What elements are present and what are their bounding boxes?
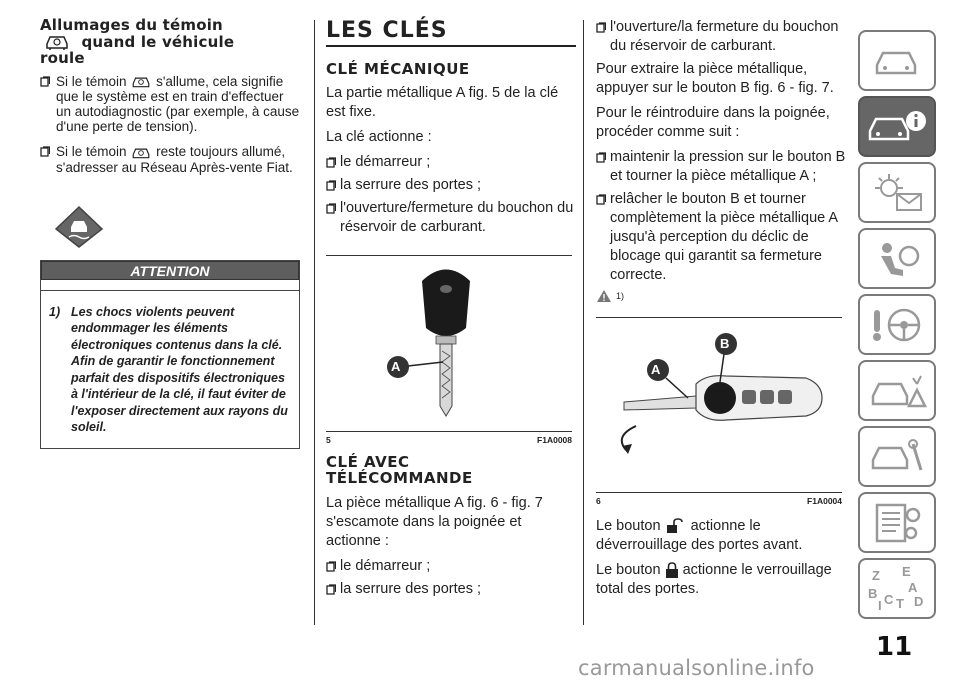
checkbox-bullet-icon (596, 194, 606, 205)
warning-triangle-icon (596, 289, 612, 303)
checkbox-bullet-icon (326, 561, 336, 572)
index-letter: A (908, 579, 918, 595)
figure-number: 5 (326, 435, 331, 445)
technical-data-icon (867, 501, 927, 545)
column-right (596, 18, 846, 605)
label-a: A (651, 362, 661, 377)
index-letter: C (884, 591, 894, 607)
column-divider (314, 20, 315, 625)
index-letter: B (868, 585, 878, 601)
checkbox-bullet-icon (596, 22, 606, 33)
unlock-icon (665, 518, 687, 534)
figure-code: F1A0008 (537, 435, 572, 445)
title-line: quand le véhicule (81, 32, 235, 51)
list-item: relâcher le bouton B et tourner complètement la pièce métallique A jusqu'à perception du déclic de blocage qui garantit sa fermeture correcte. (596, 190, 846, 285)
list-item: Si le témoin s'allume, cela signifie que le système est en train d'effectuer un autodiagnostic (par exemple, à cause d'une perte de tension). (40, 74, 300, 134)
steering-start-icon (868, 304, 926, 346)
page-title: LES CLÉS (326, 18, 448, 43)
tab-starting-driving[interactable] (858, 294, 936, 355)
section-title: CLÉ MÉCANIQUE (326, 60, 470, 78)
list-item: la serrure des portes ; (326, 580, 576, 599)
car-info-icon (866, 107, 928, 147)
service-maintenance-icon (867, 436, 927, 478)
checkbox-bullet-icon (40, 146, 50, 157)
tab-technical-data[interactable] (858, 492, 936, 553)
warning-header: ATTENTION (41, 261, 299, 280)
label-b: B (720, 336, 730, 351)
index-letter: D (914, 593, 924, 609)
index-letter: Z (872, 567, 880, 583)
section-title (40, 18, 300, 66)
warning-reference: 1) (596, 289, 846, 303)
tab-maintenance[interactable] (858, 426, 936, 487)
list-item: la serrure des portes ; (326, 176, 576, 195)
car-check-warning-icon (130, 146, 152, 160)
paragraph: La clé actionne : (326, 129, 432, 145)
index-letter: T (896, 595, 904, 611)
paragraph: La partie métallique A fig. 5 de la clé est fixe. (326, 85, 559, 120)
checkbox-bullet-icon (326, 157, 336, 168)
tab-car-info[interactable] (858, 96, 936, 157)
list-item: l'ouverture/fermeture du bouchon du réservoir de carburant. (326, 199, 576, 237)
tab-index[interactable] (858, 558, 936, 619)
paragraph: Le bouton actionne le déverrouillage des portes avant. (596, 518, 803, 553)
index-letter: I (878, 597, 882, 612)
paragraph: La pièce métallique A fig. 6 - fig. 7 s'escamote dans la poignée et actionne : (326, 495, 543, 549)
tab-emergency[interactable] (858, 360, 936, 421)
tab-warning-lights[interactable] (858, 162, 936, 223)
list-item: le démarreur ; (326, 153, 576, 172)
warning-lights-icon (867, 172, 927, 214)
label-a: A (391, 359, 401, 374)
tab-safety[interactable] (858, 228, 936, 289)
car-check-warning-icon (130, 75, 152, 89)
checkbox-bullet-icon (326, 584, 336, 595)
chapter-tab-sidebar (858, 30, 936, 624)
mechanical-key-illustration (326, 256, 572, 426)
checkbox-bullet-icon (326, 180, 336, 191)
figure-remote-key (596, 317, 842, 506)
figure-mechanical-key (326, 255, 572, 445)
figure-code: F1A0004 (807, 496, 842, 506)
list-item: maintenir la pression sur le bouton B et tourner la pièce métallique A ; (596, 148, 846, 186)
warning-body: 1) Les chocs violents peuvent endommager les éléments électroniques contenus dans la clé. Afin de garantir le fonctionnement parfait des dispositifs électroniques à l'intérieur de la clé, il faut éviter de l'exposer directement aux rayons du soleil. (40, 290, 300, 449)
figure-number: 6 (596, 496, 601, 506)
index-alphabet-icon (866, 566, 928, 612)
tab-car-dashboard[interactable] (858, 30, 936, 91)
list-item: Si le témoin reste toujours allumé, s'adresser au Réseau Après-vente Fiat. (40, 144, 300, 174)
car-dashboard-icon (869, 41, 925, 81)
paragraph: Pour extraire la pièce métallique, appuyer sur le bouton B fig. 6 - fig. 7. (596, 61, 834, 96)
checkbox-bullet-icon (40, 76, 50, 87)
column-left (40, 18, 300, 449)
list-item: l'ouverture/la fermeture du bouchon du réservoir de carburant. (596, 18, 846, 56)
watermark: carmanualsonline.info (578, 656, 815, 680)
column-middle (326, 18, 576, 603)
warning-box (40, 260, 300, 291)
checkbox-bullet-icon (596, 152, 606, 163)
page-number: 11 (876, 632, 913, 662)
index-letter: E (902, 565, 911, 579)
road-emergency-icon (867, 370, 927, 412)
column-divider (583, 20, 584, 625)
remote-key-illustration (596, 318, 842, 488)
paragraph: Le bouton actionne le verrouillage total des portes. (596, 562, 832, 597)
title-line: roule (40, 49, 85, 67)
list-item: le démarreur ; (326, 557, 576, 576)
lock-icon (665, 562, 679, 579)
safety-airbag-icon (869, 238, 925, 280)
title-line: Allumages du témoin (40, 16, 223, 34)
checkbox-bullet-icon (326, 203, 336, 214)
section-title: CLÉ AVEC TÉLÉCOMMANDE (326, 453, 473, 487)
slippery-road-warning-icon (54, 205, 104, 249)
paragraph: Pour le réintroduire dans la poignée, procéder comme suit : (596, 105, 830, 140)
